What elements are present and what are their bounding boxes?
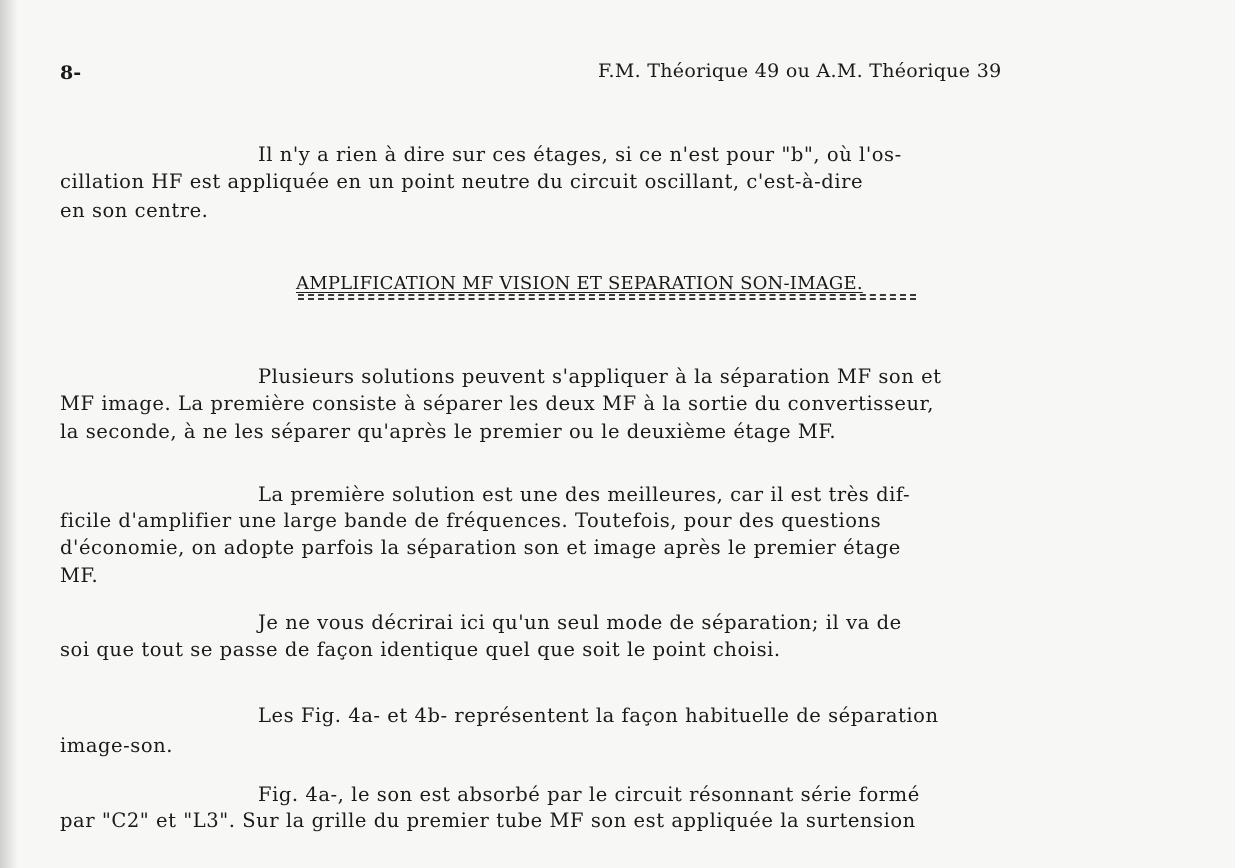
paragraph-2-line-3: d'économie, on adopte parfois la séparation son et image après le premier étage [60,536,901,559]
paragraph-5-line-2: par "C2" et "L3". Sur la grille du premier tube MF son est appliquée la surtension [60,809,916,832]
paragraph-3-line-2: soi que tout se passe de façon identique quel que soit le point choisi. [60,638,781,661]
page-number: 8- [60,62,82,84]
intro-line-2: cillation HF est appliquée en un point neutre du circuit oscillant, c'est-à-dire [60,170,864,193]
paragraph-1-line-2: MF image. La première consiste à séparer les deux MF à la sortie du convertisseur, [60,392,935,415]
paragraph-2-line-1: La première solution est une des meilleures, car il est très dif- [258,483,911,506]
paragraph-2-line-2: ficile d'amplifier une large bande de fréquences. Toutefois, pour des questions [60,509,882,532]
intro-line-3: en son centre. [60,199,209,222]
intro-line-1: Il n'y a rien à dire sur ces étages, si ce n'est pour "b", où l'os- [258,143,902,166]
paragraph-3-line-1: Je ne vous décrirai ici qu'un seul mode de séparation; il va de [258,611,902,634]
title-double-underline [298,294,916,300]
section-title: AMPLIFICATION MF VISION ET SEPARATION SON-IMAGE. [296,273,863,294]
paragraph-4-line-2: image-son. [60,734,173,757]
paragraph-4-line-1: Les Fig. 4a- et 4b- représentent la façon habituelle de séparation [258,704,939,727]
paragraph-1-line-1: Plusieurs solutions peuvent s'appliquer à la séparation MF son et [258,365,942,388]
paragraph-2-line-4: MF. [60,564,99,587]
paragraph-5-line-1: Fig. 4a-, le son est absorbé par le circuit résonnant série formé [258,783,920,806]
running-title: F.M. Théorique 49 ou A.M. Théorique 39 [598,60,1002,82]
paragraph-1-line-3: la seconde, à ne les séparer qu'après le premier ou le deuxième étage MF. [60,420,837,443]
